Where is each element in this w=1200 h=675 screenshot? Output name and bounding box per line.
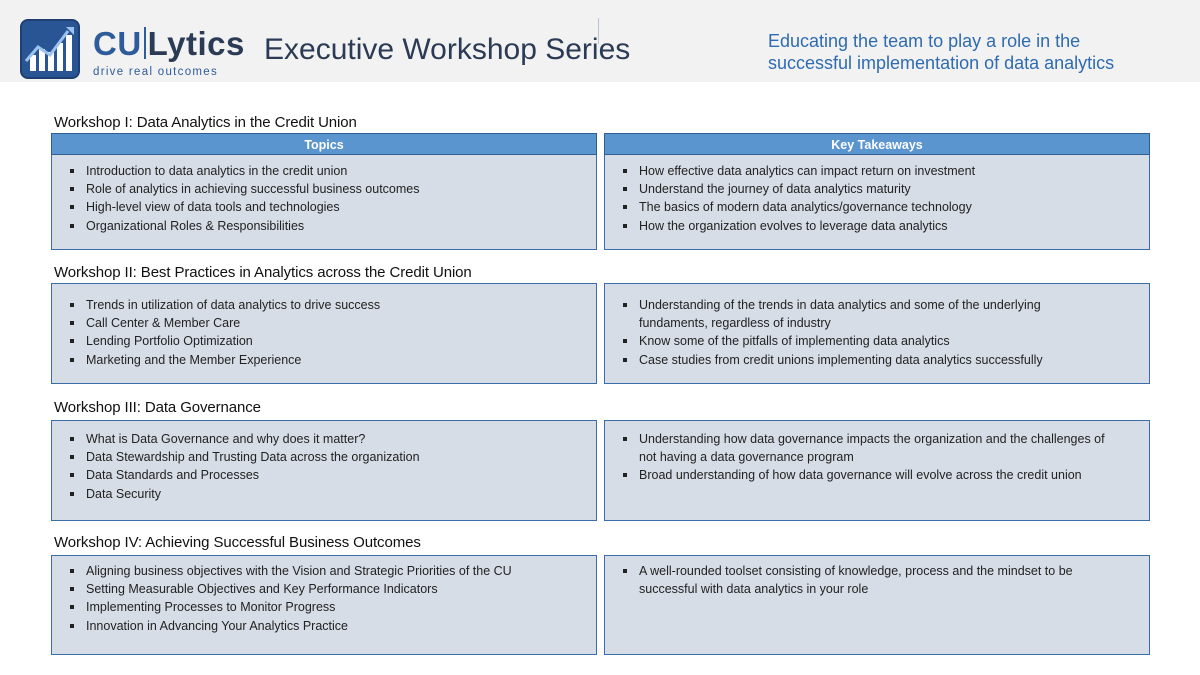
subtitle-line: Educating the team to play a role in the [768,31,1081,51]
workshop-2-title: Workshop II: Best Practices in Analytics across the Credit Union [54,264,472,281]
list-item: Introduction to data analytics in the credit union [52,162,596,180]
workshop-3-takeaways-panel [604,420,1150,521]
workshop-1-title: Workshop I: Data Analytics in the Credit Union [54,114,357,131]
workshop-4-takeaways-panel [604,555,1150,655]
workshop-2-takeaways-panel [604,283,1150,384]
list-item: Organizational Roles & Responsibilities [52,217,596,235]
list-item: Data Stewardship and Trusting Data across the organization [52,448,596,466]
brand-tagline: drive real outcomes [93,66,219,78]
takeaways-list [605,296,1149,369]
analytics-chart-icon [20,19,80,79]
brand-logo [93,24,245,64]
list-item: Understand the journey of data analytics maturity [605,180,1149,198]
list-item: Aligning business objectives with the Vision and Strategic Priorities of the CU [52,562,596,580]
list-item: Case studies from credit unions implementing data analytics successfully [605,351,1149,369]
subtitle-line: successful implementation of data analytics [768,53,1115,73]
list-item: A well-rounded toolset consisting of knowledge, process and the mindset to be successful with data analytics in your role [605,562,1149,598]
list-item: The basics of modern data analytics/governance technology [605,198,1149,216]
takeaways-list [605,162,1149,235]
list-item: Marketing and the Member Experience [52,351,596,369]
topics-column-header: Topics [51,133,597,155]
list-item: Trends in utilization of data analytics to drive success [52,296,596,314]
topics-list [52,562,596,635]
workshop-4-topics-panel [51,555,597,655]
list-item: Lending Portfolio Optimization [52,332,596,350]
list-item: How effective data analytics can impact return on investment [605,162,1149,180]
workshop-1-topics-panel [51,155,597,250]
list-item: Implementing Processes to Monitor Progress [52,598,596,616]
workshop-2-topics-panel [51,283,597,384]
topics-list [52,162,596,235]
list-item: Innovation in Advancing Your Analytics Practice [52,617,596,635]
takeaways-list [605,430,1149,485]
workshop-3-topics-panel [51,420,597,521]
list-item: Data Security [52,485,596,503]
list-item: How the organization evolves to leverage data analytics [605,217,1149,235]
list-item: Know some of the pitfalls of implementing data analytics [605,332,1149,350]
list-item: What is Data Governance and why does it matter? [52,430,596,448]
list-item: Role of analytics in achieving successful business outcomes [52,180,596,198]
workshop-3-title: Workshop III: Data Governance [54,399,261,416]
topics-list [52,430,596,503]
topics-list [52,296,596,369]
list-item: Call Center & Member Care [52,314,596,332]
workshop-4-title: Workshop IV: Achieving Successful Business Outcomes [54,534,421,551]
brand-separator [144,27,146,59]
brand-name-left: CU [93,25,142,62]
workshop-1-takeaways-panel [604,155,1150,250]
list-item: High-level view of data tools and technologies [52,198,596,216]
list-item: Setting Measurable Objectives and Key Performance Indicators [52,580,596,598]
header-band [0,0,1200,82]
page-subtitle [768,30,1188,74]
brand-name-right: Lytics [147,25,245,62]
list-item: Understanding of the trends in data analytics and some of the underlying fundaments, regardless of industry [605,296,1149,332]
list-item: Data Standards and Processes [52,466,596,484]
list-item: Understanding how data governance impacts the organization and the challenges of not having a data governance program [605,430,1149,466]
page-title: Executive Workshop Series [264,33,631,66]
takeaways-list [605,562,1149,598]
takeaways-column-header: Key Takeaways [604,133,1150,155]
list-item: Broad understanding of how data governance will evolve across the credit union [605,466,1149,484]
